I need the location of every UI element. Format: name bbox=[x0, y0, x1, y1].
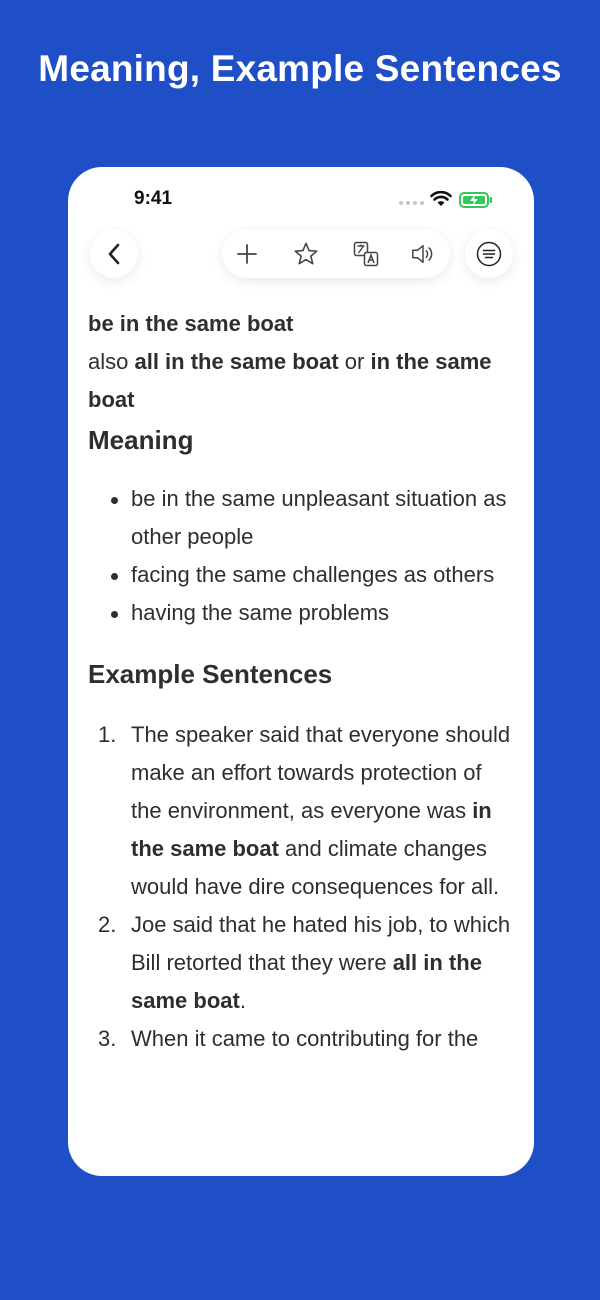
speaker-icon bbox=[410, 241, 436, 267]
wifi-icon bbox=[430, 191, 452, 207]
meaning-heading: Meaning bbox=[88, 425, 194, 455]
example-number: 2. bbox=[98, 912, 117, 937]
star-icon bbox=[293, 240, 319, 268]
toolbar bbox=[68, 229, 534, 285]
example-text: The speaker said that everyone should make an effort towards protection of the environment, as everyone was bbox=[131, 722, 511, 823]
status-bar bbox=[68, 167, 534, 227]
action-pill bbox=[222, 230, 450, 278]
battery-icon bbox=[459, 192, 493, 208]
example-text: . bbox=[239, 988, 246, 1013]
entry-content bbox=[88, 305, 518, 1058]
example-item bbox=[98, 716, 518, 906]
alt-joiner: or bbox=[338, 349, 371, 374]
back-button[interactable] bbox=[90, 230, 138, 278]
example-number: 1. bbox=[98, 722, 117, 747]
chevron-left-icon bbox=[106, 242, 122, 266]
meaning-item: having the same problems bbox=[131, 594, 518, 632]
alt-variant: in the same boat bbox=[88, 349, 492, 412]
phone-screen bbox=[68, 167, 534, 1176]
example-highlight: in the same boat bbox=[131, 798, 492, 861]
meaning-item: facing the same challenges as others bbox=[131, 556, 518, 594]
examples-list bbox=[88, 716, 518, 1058]
meaning-list bbox=[88, 480, 518, 632]
alt-variant: all in the same boat bbox=[134, 349, 339, 374]
alt-prefix: also bbox=[88, 349, 135, 374]
example-highlight: all in the same boat bbox=[131, 950, 482, 1013]
audio-button[interactable] bbox=[410, 241, 436, 267]
examples-heading: Example Sentences bbox=[88, 659, 333, 689]
menu-button[interactable] bbox=[465, 230, 513, 278]
alternate-forms bbox=[88, 343, 518, 419]
list-icon bbox=[476, 241, 502, 267]
translate-icon bbox=[353, 241, 379, 267]
promo-title: Meaning, Example Sentences bbox=[38, 48, 562, 89]
add-button[interactable] bbox=[234, 241, 260, 267]
favorite-button[interactable] bbox=[293, 241, 319, 267]
example-item bbox=[98, 906, 518, 1020]
example-item bbox=[98, 1020, 518, 1058]
meaning-item: be in the same unpleasant situation as other people bbox=[131, 480, 518, 556]
translate-button[interactable] bbox=[353, 241, 379, 267]
example-text: When it came to contributing for the bbox=[131, 1026, 479, 1051]
example-text: Joe said that he hated his job, to which Bill retorted that they were bbox=[131, 912, 511, 975]
example-number: 3. bbox=[98, 1026, 117, 1051]
plus-icon bbox=[236, 243, 258, 265]
status-time: 9:41 bbox=[134, 188, 173, 209]
headword: be in the same boat bbox=[88, 311, 294, 336]
example-text: and climate changes would have dire consequences for all. bbox=[131, 836, 500, 899]
signal-icon bbox=[399, 201, 424, 205]
